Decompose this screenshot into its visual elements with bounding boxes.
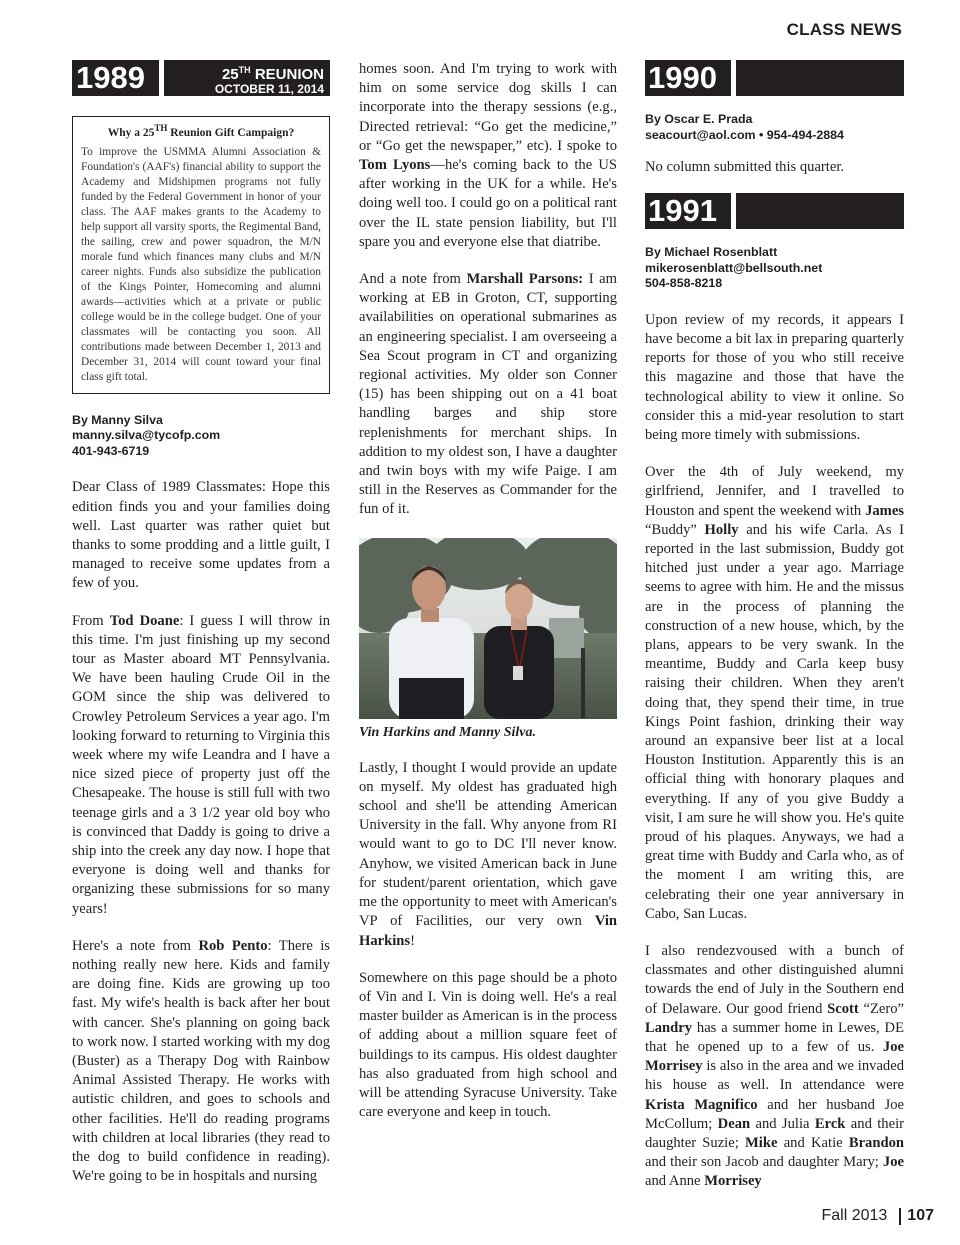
class-1990-header (645, 60, 904, 96)
reunion-banner (164, 60, 330, 96)
page-number: 107 (907, 1207, 934, 1224)
paragraph: I also rendezvoused with a bunch of classmates and other distinguished alumni towards the end of July in the Southern end of Delaware. Our good friend Scott “Zero” Landry has a summer home in Lewes, DE that he opened up to a few of us. Joe Morrisey is also in the area and we invaded his house as well. In attendance were Krista Magnifico and her husband Joe McCollum; Dean and Julia Erck and their daughter Suzie; Mike and Katie Brandon and their son Jacob and daughter Mary; Joe and Anne Morrisey (645, 943, 904, 1190)
class-1991-header (645, 193, 904, 229)
paragraph: No column submitted this quarter. (645, 159, 845, 175)
photo-vin-harkins-manny-silva (359, 538, 617, 719)
author-phone: 401-943-6719 (72, 443, 150, 458)
author-name: By Michael Rosenblatt (645, 245, 778, 260)
paragraph: Here's a note from Rob Pento: There is nothing really new here. Kids and family are doing fine. Kids are growing up too fast. My wife's health is back after her bout with cancer. She's planning on going back to work now. I started working with my dog (Buster) as a Therapy Dog with Rainbow Animal Assisted Therapy. He works with autistic children, and goes to schools and other facilities. He'll do reading programs with children at local libraries (they read to the dog to build confidence in reading). We're going to be in hospitals and nursing (72, 937, 330, 1185)
issue-label: Fall 2013 (821, 1207, 888, 1224)
photo-caption: Vin Harkins and Manny Silva. (359, 724, 537, 740)
byline-1991 (645, 245, 904, 292)
author-phone: 504-858-8218 (645, 276, 723, 291)
author-name: By Manny Silva (72, 412, 163, 427)
photo-building (549, 618, 584, 658)
paragraph: Lastly, I thought I would provide an update on myself. My oldest has graduated high school and she'll be attending American University in the fall. Why anyone from RI would want to go to DC I'll never know. Anyhow, we visited American back in June for student/parent orientation, which gave me the opportunity to meet with American's VP of Facilities, our very own Vin Harkins! (359, 759, 617, 949)
reunion-header (72, 60, 330, 96)
paragraph: Somewhere on this page should be a photo of Vin and I. Vin is doing well. He's a real master builder as American is in the process of adding about a million square feet of buildings to its campus. His oldest daughter has also graduated from high school and will be attending Syracuse University. Take care everyone and keep in touch. (359, 969, 617, 1121)
class-year-1990: 1990 (645, 60, 731, 96)
gift-box-title: Why a 25TH Reunion Gift Campaign? (107, 123, 295, 139)
article-1989-part2 (359, 60, 617, 520)
author-email[interactable]: manny.silva@tycofp.com (72, 428, 221, 443)
gift-campaign-box (72, 116, 330, 394)
column-2 (359, 60, 617, 1140)
author-contact[interactable]: seacourt@aol.com • 954-494-2884 (645, 127, 844, 142)
paragraph: homes soon. And I'm trying to work with him on some service dog skills I can incorporate into the therapy sessions (e.g., Directed retrieval: “Go get the medicine,” or “Go get the newspaper,” etc). I spoke to Tom Lyons—he's coming back to the US after working in the UK for a while. He's doing well too. I could go on a political rant over the IL state pension liability, but I'll spare you and everyone else that diatribe. (359, 61, 617, 250)
page-footer (821, 1207, 934, 1225)
article-1991 (645, 311, 904, 1192)
reunion-date: OCTOBER 11, 2014 (214, 82, 324, 96)
paragraph: From Tod Doane: I guess I will throw in this time. I'm just finishing up my second tour as Master aboard MT Pennsylvania. We have been hauling Crude Oil in the GOM since the ship was delivered to Crowley Petroleum Services a year ago. I'm looking forward to returning to Virginia this week where my wife Leandra and I have a nice sized piece of property just off the Chesapeake. The house is still full with two teenage girls and a 3 1/2 year old boy who is convinced that Daddy is going to drive a ship into the creek any day now. I hope that everyone is doing well and thanks for organizing these submissions for so many years! (72, 612, 331, 917)
article-1989-part1 (72, 478, 330, 1186)
year-bar (736, 60, 904, 96)
footer-divider (899, 1208, 901, 1225)
column-3 (645, 60, 904, 1210)
photo-post (581, 648, 585, 718)
author-name: By Oscar E. Prada (645, 112, 753, 126)
author-email[interactable]: mikerosenblatt@bellsouth.net (645, 260, 823, 275)
article-1990 (645, 158, 904, 177)
column-1 (72, 60, 330, 1204)
paragraph: Over the 4th of July weekend, my girlfriend, Jennifer, and I travelled to Houston and spent the weekend with James “Buddy” Holly and his wife Carla. As I reported in the last submission, Buddy got hitched just under a year ago. Marriage seems to agree with him. He and the missus are in the process of planning the construction of a new house, which, by the plans, appears to be very swank. In the meantime, Buddy and Carla keep busy raising their children. When they aren't doing that, they spend their time, in true Kings Point fashion, drinking their way around an expansive beer list at a local Houston Institution. Apparently this is an official thing with honorary plaques and everything. If any of you give Buddy a visit, I am sure he will show you. He's quite proud of his plaques. Anyways, we had a great time with Buddy and Carla who, as of the moment I am writing this, are celebrating their one year anniversary in Cabo, San Lucas. (645, 464, 905, 922)
section-header: CLASS NEWS (786, 20, 902, 39)
paragraph: Upon review of my records, it appears I have become a bit lax in preparing quarterly reports for those of you who still receive this magazine and those that have the technological ability to view it online. So consider this a mid-year resolution to start being more timely with submissions. (645, 311, 904, 443)
article-1989-part3 (359, 759, 617, 1123)
paragraph: Dear Class of 1989 Classmates: Hope this edition finds you and your families doing well. Last quarter was rather quiet but thanks to some prodding and a little guilt, I managed to receive some updates from a few of you. (72, 479, 330, 592)
gift-box-body: To improve the USMMA Alumni Association & Foundation's (AAF's) financial ability to support the Academy and Midshipmen programs not fully funded by the Federal Government in honor of your class. The AAF makes grants to the Academy to help support all varsity sports, the Regimental Band, the sailing, crew and power squadron, the M/N morale fund which finances many clubs and M/N career nights. Funds also subsidize the publication of the Kings Pointer, Homecoming and alumni awards—activities which at a private or public college would be in the college budget. One of your classmates will be contacting you soon. All contributions made between December 1, 2013 and December 31, 2014 will count toward your final class gift total. (81, 145, 321, 383)
reunion-title: 25TH REUNION (221, 65, 324, 83)
class-year-1989: 1989 (72, 60, 159, 96)
byline-1990 (645, 112, 904, 143)
paragraph: And a note from Marshall Parsons: I am working at EB in Groton, CT, supporting availabilities on operational submarines as an engineering specialist. I am overseeing a Sea Scout program in CT and organizing regional activities. My older son Conner (15) has been shipping out on a 41 boat handling barges and ship store replenishments for merchant ships. In addition to my oldest son, I have a daughter and twin boys with my wife Paige. I am still in the Reserves as Commander for the fun of it. (359, 271, 617, 518)
class-year-1991: 1991 (645, 193, 731, 229)
year-bar (736, 193, 904, 229)
byline-1989 (72, 413, 330, 460)
